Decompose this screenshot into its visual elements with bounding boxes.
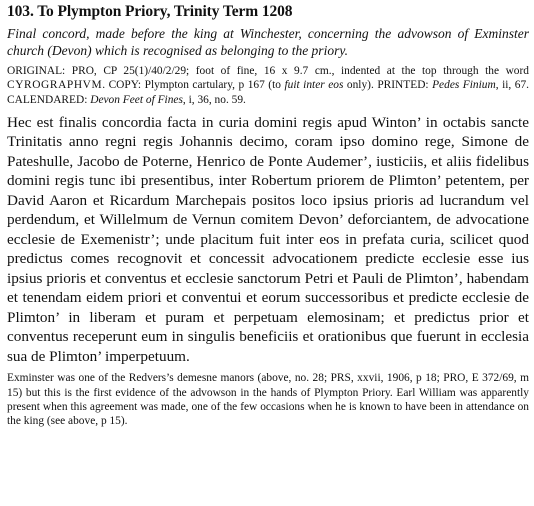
printed-work: Pedes Finium [428, 79, 496, 92]
editorial-note: Exminster was one of the Redvers’s demesne manors (above, no. 28; PRS, xxvii, 1906, p 18; PRO, E 372/69, m 15) but this is the first evidence of the advowson in the hands of Plympton Priory. Earl William was apparently present when this agreement was made, one of the few occasions when he is known to have been in attendance on the king (see above, p 15). [7, 372, 529, 428]
source-references [7, 64, 529, 107]
document-page [7, 2, 529, 429]
document-summary: Final concord, made before the king at Winchester, concerning the advowson of Exminster church (Devon) which is recognised as belonging to the priory. [7, 26, 529, 58]
copy-italic: fuit inter eos [284, 79, 344, 92]
original-text: PRO, CP 25(1)/40/2/29; foot of fine, 16 x 9.7 cm., indented at the top through the word [65, 65, 529, 77]
copy-after: only). [343, 79, 378, 92]
copy-text: Plympton cartulary, p 167 (to [141, 79, 285, 92]
indent-word: CYROGRAPHVM [7, 79, 103, 92]
latin-text: Hec est finalis concordia facta in curia domini regis apud Winton’ in octabis sancte Trinitatis anno regni regis Johannis decimo, coram ipso domino rege, Simone de Pateshulle, Jacobo de Poterne, Henrico de Ponte Audemer’, iusticiis, et aliis fidelibus domini regis tunc ibi presentibus, inter Robertum priorem de Plimton’ petentem, per David Aaron et Ricardum Marchepais positos loco ipsius prioris ad lucrandum vel perdendum, et Willelmum de Vernun comitem Devon’ deforciantem, de advocatione ecclesie de Exemenistr’; unde placitum fuit inter eos in prefata curia, scilicet quod predictus comes recognovit et concessit advocationem predicte ecclesie esse ius ipsius prioris et conventus et ecclesie sanctorum Petri et Pauli de Plimton’, habendam et tenendam eidem priori et conventui et eorum successoribus et predicte ecclesie de Plimton’ in liberam et puram et perpetuam elemosinam; et predictus prior et conventus receperunt eum in singulis beneficiis et orationibus que fuerunt in ecclesia sua de Plimton’ imperpetuum. [7, 113, 529, 365]
printed-ref: , ii, 67. [495, 79, 530, 92]
calendared-ref: , i, 36, no. 59. [182, 93, 246, 106]
original-label: ORIGINAL: [7, 65, 66, 77]
copy-label: . COPY: [102, 79, 142, 92]
printed-label: PRINTED: [377, 79, 429, 92]
document-heading: 103. To Plympton Priory, Trinity Term 1208 [7, 3, 293, 20]
calendared-work: Devon Feet of Fines [87, 93, 183, 106]
calendared-label: CALENDARED: [7, 93, 88, 106]
